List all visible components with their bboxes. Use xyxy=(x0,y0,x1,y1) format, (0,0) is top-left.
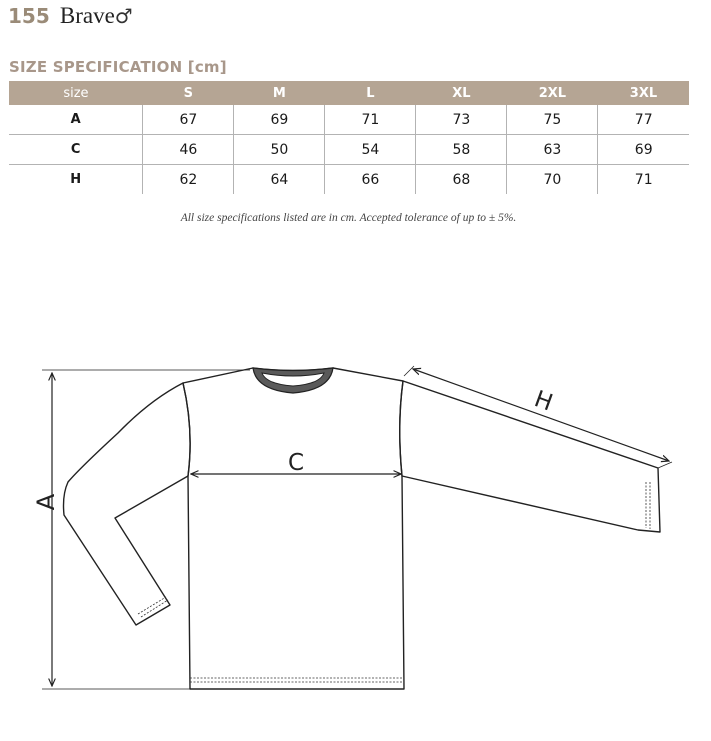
table-cell: 70 xyxy=(507,165,598,195)
table-cell: 58 xyxy=(416,135,507,165)
size-column-label: size xyxy=(63,85,89,101)
size-specification-heading: SIZE SPECIFICATION [cm] xyxy=(9,58,227,76)
tolerance-footnote: All size specifications listed are in cm. Accepted tolerance of up to ± 5%. xyxy=(180,212,517,224)
table-cell: 69 xyxy=(234,105,325,135)
size-header: 3XL xyxy=(629,85,658,101)
row-label: C xyxy=(9,135,143,165)
table-cell: 69 xyxy=(598,135,689,165)
sweater-outline xyxy=(64,368,661,689)
table-cell: 50 xyxy=(234,135,325,165)
label-a: A xyxy=(32,493,60,511)
size-header: XL xyxy=(452,85,471,101)
table-cell: 66 xyxy=(325,165,416,195)
table-cell: 77 xyxy=(598,105,689,135)
product-number: 155 xyxy=(8,4,50,28)
table-cell: 67 xyxy=(143,105,234,135)
label-c: C xyxy=(287,450,305,476)
measure-h xyxy=(404,366,672,468)
table-cell: 68 xyxy=(416,165,507,195)
table-cell: 71 xyxy=(325,105,416,135)
table-cell: 54 xyxy=(325,135,416,165)
product-name: Brave xyxy=(59,3,115,28)
table-cell: 64 xyxy=(234,165,325,195)
row-label: H xyxy=(70,172,82,187)
table-cell: 46 xyxy=(143,135,234,165)
size-header: L xyxy=(366,85,375,101)
male-symbol-icon: ♂ xyxy=(114,4,133,28)
table-cell: 75 xyxy=(507,105,598,135)
label-h: H xyxy=(530,386,556,417)
table-cell: 63 xyxy=(507,135,598,165)
size-header: 2XL xyxy=(538,85,567,101)
table-cell: 62 xyxy=(143,165,234,195)
table-cell: 73 xyxy=(416,105,507,135)
row-label: A xyxy=(9,105,143,135)
size-header: M xyxy=(272,85,286,101)
size-header: S xyxy=(183,85,194,101)
stitching xyxy=(138,482,650,682)
table-cell: 71 xyxy=(598,165,689,195)
